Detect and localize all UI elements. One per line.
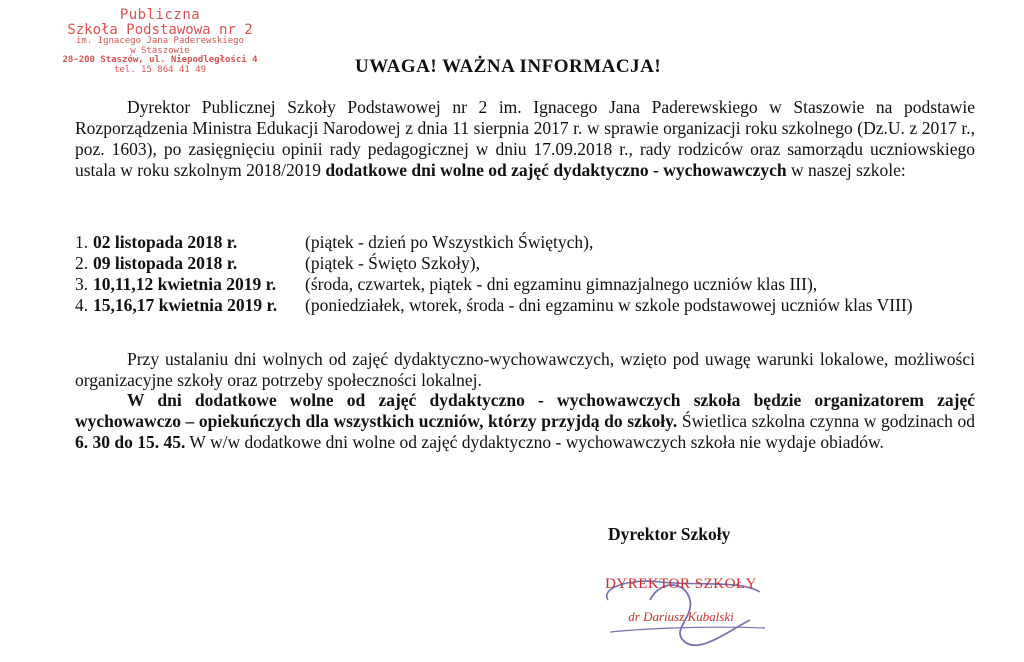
item-number: 2.: [75, 253, 89, 273]
list-item: [75, 232, 913, 253]
stamp-line: im. Ignacego Jana Paderewskiego: [76, 36, 244, 47]
conditions-paragraph: Przy ustalaniu dni wolnych od zajęć dydaktyczno-wychowawczych, wzięto pod uwagę warunki lokalowe, możliwości organizacyjne szkoły oraz potrzeby społeczności lokalnej.: [75, 349, 975, 390]
item-description: (środa, czwartek, piątek - dni egzaminu gimnazjalnego uczniów klas III),: [305, 274, 818, 294]
item-number: 3.: [75, 274, 89, 294]
director-stamp: [596, 576, 766, 625]
care-bold: W dni dodatkowe wolne od zajęć dydaktyczno - wychowawczych szkoła będzie organizatorem zajęć wychowawczo – opiekuńczych dla wszystkich uczniów, którzy przyjdą do szkoły.: [75, 390, 975, 431]
item-number: 4.: [75, 295, 89, 315]
care-text-end: W w/w dodatkowe dni wolne od zajęć dydaktyczno - wychowawczych szkoła nie wydaje obiadów.: [185, 432, 884, 452]
item-date: 10,11,12 kwietnia 2019 r.: [93, 274, 277, 294]
item-description: (poniedziałek, wtorek, środa - dni egzaminu w szkole podstawowej uczniów klas VIII): [305, 295, 913, 315]
list-item: [75, 274, 913, 295]
stamp-line: tel. 15 864 41 49: [113, 64, 207, 75]
care-hours: 6. 30 do 15. 45.: [75, 432, 186, 452]
stamp-title: DYREKTOR SZKOŁY: [605, 576, 757, 592]
signature-label: Dyrektor Szkoły: [608, 524, 731, 544]
stamp-line: Szkoła Podstawowa nr 2: [67, 21, 253, 38]
stamp-line: Publiczna: [119, 7, 201, 23]
school-stamp: [40, 8, 280, 75]
care-text: Świetlica szkolna czynna w godzinach od: [677, 411, 975, 431]
stamp-name: dr Dariusz Kubalski: [628, 609, 734, 624]
item-description: (piątek - Święto Szkoły),: [305, 253, 480, 273]
stamp-line: w Staszowie: [130, 45, 190, 56]
intro-bold: dodatkowe dni wolne od zajęć dydaktyczno - wychowawczych: [325, 160, 787, 180]
item-date: 09 listopada 2018 r.: [93, 253, 238, 273]
care-paragraph: [75, 390, 975, 453]
list-item: [75, 253, 913, 274]
item-date: 02 listopada 2018 r.: [93, 232, 238, 252]
free-days-list: [75, 232, 913, 316]
item-number: 1.: [75, 232, 89, 252]
stamp-line: 28-200 Staszów, ul. Niepodległości 4: [62, 55, 258, 66]
intro-paragraph: [75, 97, 975, 181]
intro-tail: w naszej szkole:: [786, 160, 906, 180]
item-date: 15,16,17 kwietnia 2019 r.: [93, 295, 278, 315]
page-title: UWAGA! WAŻNA INFORMACJA!: [355, 56, 662, 77]
list-item: [75, 295, 913, 316]
item-description: (piątek - dzień po Wszystkich Świętych),: [305, 232, 594, 252]
intro-text: Dyrektor Publicznej Szkoły Podstawowej nr 2 im. Ignacego Jana Paderewskiego w Staszowie na podstawie Rozporządzenia Ministra Edukacji Narodowej z dnia 11 sierpnia 2017 r. w sprawie organizacji roku szkolnego (Dz.U. z 2017 r., poz. 1603), po zasięgnięciu opinii rady pedagogicznej w dniu 17.09.2018 r., rady rodziców oraz samorządu uczniowskiego ustala w roku szkolnym 2018/2019: [75, 97, 975, 180]
